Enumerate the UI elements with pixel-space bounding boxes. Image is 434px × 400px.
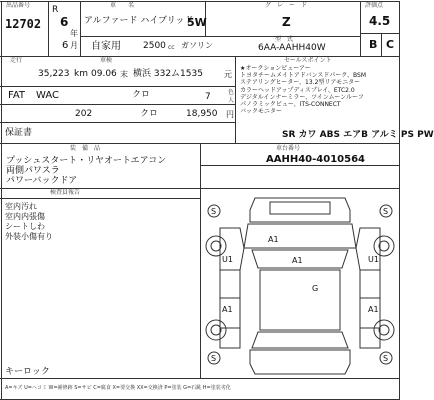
mark-rear-right: S (383, 354, 389, 363)
vehicle-diagram (200, 188, 400, 378)
sales-caption: セールスポイント (284, 57, 332, 64)
divider-row1 (0, 56, 400, 57)
vdiv-score (360, 1, 361, 56)
border-top (0, 1, 400, 2)
rear-glass-outline (252, 332, 348, 348)
divider-sub (80, 36, 360, 37)
name-caption: 車 名 (110, 2, 135, 9)
divider-bottom (0, 378, 400, 379)
left-side-outline (220, 228, 244, 348)
sales-point-item: ★オークションビューアー (240, 65, 311, 72)
sales-point-item: トヨタチームメイトアドバンスドパーク、BSM (240, 72, 367, 80)
mark-rear-left: S (211, 354, 217, 363)
grille-outline (270, 202, 330, 214)
options: SR カワ ABS エアB アルミ PS PW (282, 130, 434, 140)
lot-caption: 出品番号 (6, 2, 31, 9)
score-caption: 評価点 (365, 2, 384, 9)
recycle-suffix: 円 (226, 110, 234, 119)
vdiv-lot (48, 1, 49, 56)
mark-u1-right: U1 (368, 255, 379, 264)
car-trim: 5W (187, 16, 207, 29)
grade-caption: グ レ ー ド (265, 2, 308, 9)
seats: 7 (205, 92, 211, 102)
vdiv-sales (235, 56, 236, 143)
month-suffix: 月 (70, 41, 78, 50)
sales-point-item: ステアリングヒーター、13.2型リアモニター (240, 79, 361, 87)
year-era: R (52, 5, 59, 15)
inspector-note: シートしわ (5, 222, 45, 231)
equipment-caption: 装 備 品 (70, 145, 101, 152)
wheel-rear-right (374, 320, 394, 340)
mark-u1-left: U1 (222, 255, 233, 264)
fuel: ガソリン (181, 41, 213, 50)
mark-a1-left: A1 (222, 305, 233, 314)
plate-suffix: 元 (224, 70, 232, 79)
color: クロ (132, 90, 151, 100)
mileage-caption: 走行 (10, 57, 23, 64)
equipment-item: 両側パワスラ (6, 166, 60, 176)
mileage: 35,223 (38, 69, 70, 79)
vdiv-int-ext (381, 34, 382, 56)
divider-row2 (0, 86, 235, 87)
shaken: 09.06 (91, 69, 117, 79)
equipment-item: プッシュスタート・リヤオートエアコン (6, 156, 167, 166)
rear-bumper-outline (250, 350, 350, 374)
wheel-rear-left (206, 320, 226, 340)
roof-outline (260, 270, 340, 330)
mark-a1-top: A1 (268, 235, 279, 244)
inspector-note: 外装小傷有り (5, 232, 53, 241)
year-suffix: 年 (70, 29, 78, 38)
mark-g-center: G (312, 284, 319, 293)
mark-a1-right: A1 (368, 305, 379, 314)
seats-label: 人 (228, 97, 235, 104)
color-label: 色 (228, 89, 235, 96)
displacement: 2500 (143, 41, 166, 51)
lot-number: 12702 (5, 17, 42, 31)
shaken-suffix: 末 (120, 70, 128, 79)
inspector-note: 室内汚れ (5, 202, 37, 211)
notes-caption: 検査員報告 (50, 189, 81, 196)
warranty: 保証書 (5, 128, 33, 138)
key-note: キーロック (5, 367, 50, 377)
transmission: FAT (8, 90, 26, 101)
plate: 横浜 332ム1535 (133, 69, 203, 79)
sales-point-item: カラーヘッドアップディスプレイ、ETC2.0 (240, 86, 355, 94)
mark-front-right: S (383, 207, 389, 216)
car-name: アルファード ハイブリッド (84, 16, 194, 26)
wheel-front-left (206, 236, 226, 256)
border-left (1, 1, 2, 399)
sales-point-item: デジタルインナーミラー、ツインムーンルーフ (240, 93, 364, 101)
exterior-score: C (386, 38, 395, 51)
chassis-caption: 車台番号 (276, 145, 301, 152)
inspector-note: 室内内張傷 (5, 212, 45, 221)
shaken-caption: 車検 (100, 57, 113, 64)
divider-row3 (0, 104, 235, 105)
recycle-fee: 18,950 (186, 109, 218, 119)
model-code: 6AA-AAHH40W (258, 43, 326, 53)
equipment-item: パワーバックドア (6, 176, 78, 186)
divider-notes (0, 198, 200, 199)
row4-value2: クロ (140, 109, 159, 119)
score: 4.5 (369, 14, 391, 28)
vdiv-year (80, 1, 81, 56)
wheel-front-right (374, 236, 394, 256)
divider-score (360, 33, 399, 34)
usage: 自家用 (91, 41, 121, 52)
model-caption: 型 式 (275, 36, 294, 43)
sales-point-item: バックモニター (240, 108, 283, 116)
row4-value1: 202 (75, 109, 93, 119)
divider-row4 (0, 122, 235, 123)
year: 6 (60, 15, 69, 29)
right-side-outline (356, 228, 380, 348)
mark-a1-mid: A1 (292, 256, 303, 265)
chassis-number: AAHH40-4010564 (266, 154, 365, 165)
month: 6 (62, 40, 69, 51)
mileage-unit: km (74, 69, 88, 79)
mark-front-left: S (211, 207, 217, 216)
sales-point-item: パノラミックビュー、ITS-CONNECT (240, 101, 341, 108)
cc-unit: cc (168, 44, 175, 51)
hood-outline (244, 224, 356, 248)
divider-chassis (200, 165, 400, 166)
car-grade: Z (282, 15, 291, 29)
interior-score: B (369, 38, 378, 51)
legend: A=キズ U=ヘコミ W=補修跡 S=サビ C=腐食 X=要交換 XX=交換済 P=塗装 G=石跳 H=塗装劣化 (5, 385, 231, 391)
aircon: WAC (36, 90, 59, 101)
